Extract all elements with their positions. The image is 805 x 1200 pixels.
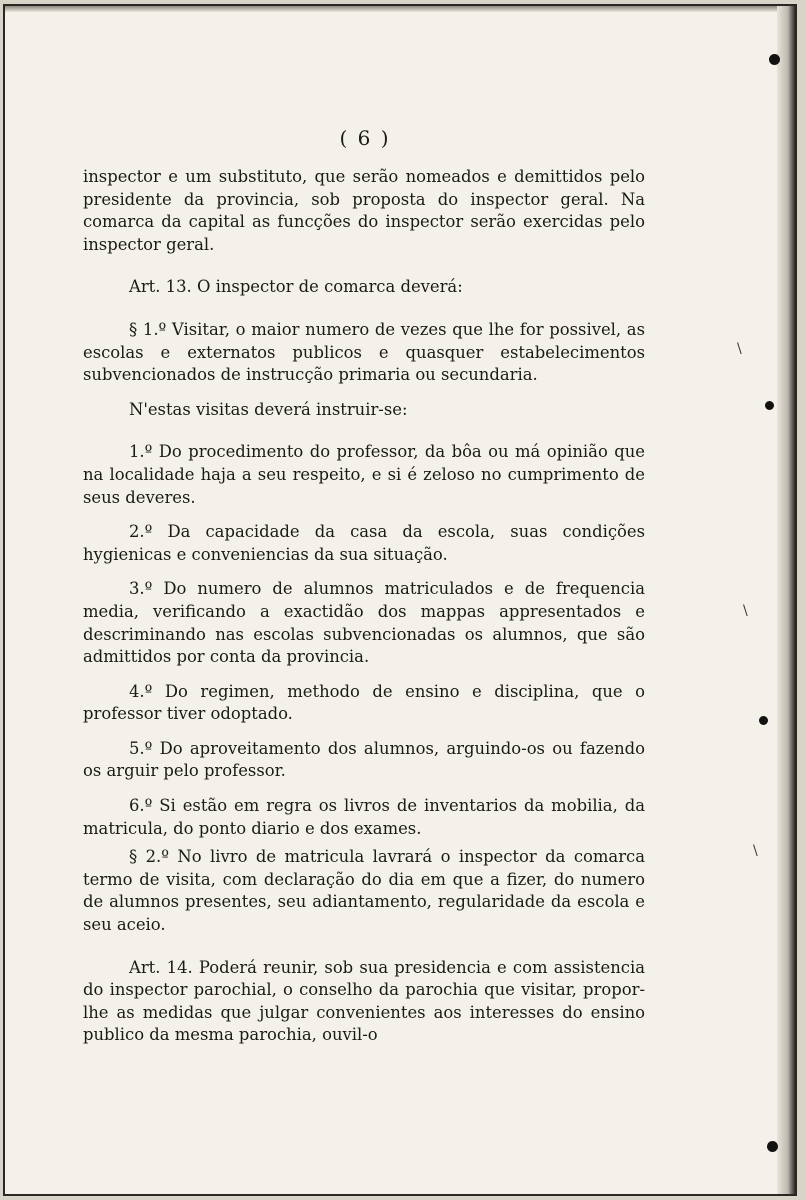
margin-mark: \: [753, 843, 758, 859]
article-13-section-2: § 2.º No livro de matricula lavrará o inspector da comarca termo de visita, com declaração do dia em que a fizer, do numero de alumnos presentes, seu adiantamento, regularidade da escola e seu aceio.: [83, 847, 645, 935]
item-6: 6.º Si estão em regra os livros de inventarios da mobilia, da matricula, do ponto diario e dos exames.: [83, 796, 645, 838]
binding-hole-icon: [759, 716, 768, 725]
document-page: [3, 4, 797, 1196]
margin-mark: \: [743, 603, 748, 619]
page-number: ( 6 ): [339, 126, 391, 150]
binding-hole-icon: [769, 54, 780, 65]
item-4: 4.º Do regimen, methodo de ensino e disciplina, que o professor tiver odoptado.: [83, 681, 645, 724]
margin-mark: \: [737, 341, 742, 357]
page-binding-edge: [777, 6, 795, 1194]
page-body: [83, 166, 645, 1047]
binding-hole-icon: [767, 1141, 778, 1152]
article-14: Art. 14. Poderá reunir, sob sua presidencia e com assistencia do inspector parochial, o conselho da parochia que visitar, propor-lhe as medidas que julgar convenientes aos interesses do ensino publico da mesma parochia, ouvil-o: [83, 957, 645, 1045]
article-13-section-1: § 1.º Visitar, o maior numero de vezes que lhe for possivel, as escolas e externatos publicos e quasquer estabelecimentos subvencionados de instrucção primaria ou secundaria.: [83, 319, 645, 385]
item-3: 3.º Do numero de alumnos matriculados e de frequencia media, verificando a exactidão dos mappas appresentados e descriminando nas escolas subvencionadas os alumnos, que são admittidos por conta da provincia.: [83, 579, 645, 667]
page-top-edge: [5, 6, 795, 12]
binding-hole-icon: [765, 401, 774, 410]
paragraph-continuation: inspector e um substituto, que serão nomeados e demittidos pelo presidente da provincia, sob proposta do inspector geral. Na comarca da capital as funcções do inspector serão exercidas pelo inspector geral.: [83, 167, 645, 254]
article-13-heading: Art. 13. O inspector de comarca deverá:: [129, 277, 463, 297]
item-5: 5.º Do aproveitamento dos alumnos, arguindo-os ou fazendo os arguir pelo professor.: [83, 738, 645, 781]
item-1: 1.º Do procedimento do professor, da bôa ou má opinião que na localidade haja a seu respeito, e si é zeloso no cumprimento de seus deveres.: [83, 442, 645, 507]
instruction-intro: N'estas visitas deverá instruir-se:: [129, 399, 408, 419]
item-2: 2.º Da capacidade da casa da escola, suas condições hygienicas e conveniencias da sua situação.: [83, 522, 645, 564]
